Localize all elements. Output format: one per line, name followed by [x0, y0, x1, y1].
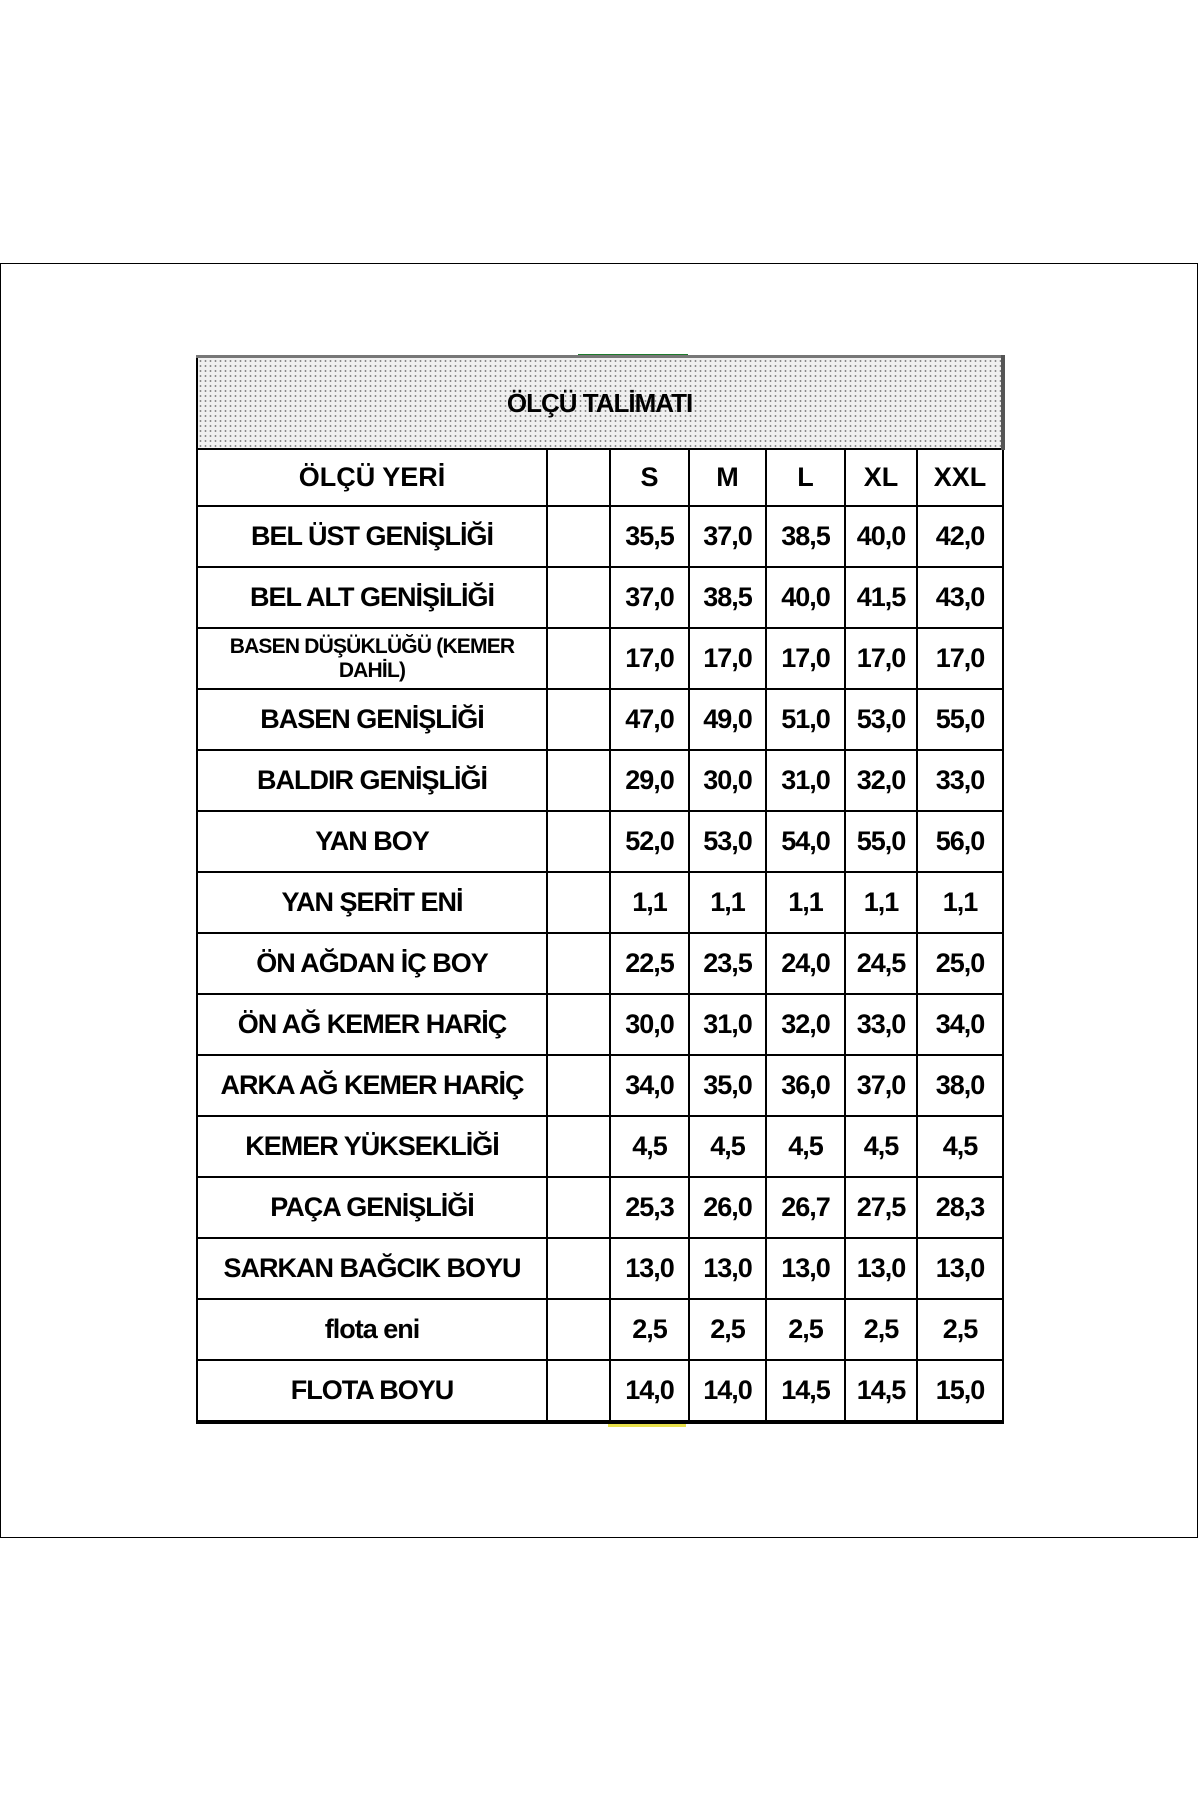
table-row	[197, 506, 1003, 567]
size-value-cell: 14,0	[610, 1360, 689, 1422]
size-value-cell: 13,0	[766, 1238, 845, 1299]
size-value-cell: 2,5	[610, 1299, 689, 1360]
size-value-cell: 15,0	[917, 1360, 1003, 1422]
size-value-cell: 14,5	[766, 1360, 845, 1422]
row-label: BASEN DÜŞÜKLÜĞÜ (KEMER DAHİL)	[197, 628, 547, 689]
size-value-cell: 34,0	[917, 994, 1003, 1055]
size-value-cell: 1,1	[610, 872, 689, 933]
size-value-cell: 13,0	[689, 1238, 766, 1299]
row-blank-cell	[547, 750, 610, 811]
size-value-cell: 37,0	[610, 567, 689, 628]
size-value-cell: 17,0	[917, 628, 1003, 689]
header-size-m: M	[689, 449, 766, 506]
row-blank-cell	[547, 994, 610, 1055]
row-label: BEL ALT GENİŞİLİĞİ	[197, 567, 547, 628]
size-value-cell: 56,0	[917, 811, 1003, 872]
size-value-cell: 41,5	[845, 567, 917, 628]
row-label: YAN BOY	[197, 811, 547, 872]
table-row	[197, 567, 1003, 628]
row-label: ÖN AĞDAN İÇ BOY	[197, 933, 547, 994]
row-label: KEMER YÜKSEKLİĞİ	[197, 1116, 547, 1177]
size-value-cell: 30,0	[689, 750, 766, 811]
size-value-cell: 1,1	[917, 872, 1003, 933]
row-label: flota eni	[197, 1299, 547, 1360]
size-value-cell: 49,0	[689, 689, 766, 750]
size-value-cell: 13,0	[610, 1238, 689, 1299]
header-size-xxl: XXL	[917, 449, 1003, 506]
row-label: PAÇA GENİŞLİĞİ	[197, 1177, 547, 1238]
table-row	[197, 1238, 1003, 1299]
table-row	[197, 750, 1003, 811]
row-blank-cell	[547, 1177, 610, 1238]
row-blank-cell	[547, 689, 610, 750]
size-value-cell: 1,1	[689, 872, 766, 933]
row-label: BEL ÜST GENİŞLİĞİ	[197, 506, 547, 567]
header-row	[197, 449, 1003, 506]
size-value-cell: 52,0	[610, 811, 689, 872]
size-value-cell: 53,0	[845, 689, 917, 750]
table-row	[197, 1360, 1003, 1422]
row-label: SARKAN BAĞCIK BOYU	[197, 1238, 547, 1299]
size-chart-sheet	[196, 355, 1005, 1424]
size-value-cell: 32,0	[766, 994, 845, 1055]
row-blank-cell	[547, 1238, 610, 1299]
size-value-cell: 31,0	[689, 994, 766, 1055]
header-size-xl: XL	[845, 449, 917, 506]
size-value-cell: 17,0	[610, 628, 689, 689]
size-value-cell: 13,0	[845, 1238, 917, 1299]
size-value-cell: 37,0	[845, 1055, 917, 1116]
size-value-cell: 54,0	[766, 811, 845, 872]
size-value-cell: 40,0	[845, 506, 917, 567]
size-value-cell: 35,0	[689, 1055, 766, 1116]
table-row	[197, 1299, 1003, 1360]
size-value-cell: 17,0	[845, 628, 917, 689]
size-value-cell: 24,5	[845, 933, 917, 994]
size-chart-table	[196, 355, 1005, 1424]
size-value-cell: 17,0	[689, 628, 766, 689]
header-blank-cell	[547, 449, 610, 506]
size-value-cell: 34,0	[610, 1055, 689, 1116]
row-label: ÖN AĞ KEMER HARİÇ	[197, 994, 547, 1055]
size-value-cell: 30,0	[610, 994, 689, 1055]
table-row	[197, 1177, 1003, 1238]
bottom-accent-line	[608, 1424, 686, 1427]
row-label: BASEN GENİŞLİĞİ	[197, 689, 547, 750]
row-blank-cell	[547, 872, 610, 933]
size-value-cell: 1,1	[845, 872, 917, 933]
row-blank-cell	[547, 1055, 610, 1116]
table-row	[197, 1055, 1003, 1116]
size-value-cell: 32,0	[845, 750, 917, 811]
size-value-cell: 13,0	[917, 1238, 1003, 1299]
size-value-cell: 4,5	[610, 1116, 689, 1177]
row-label: BALDIR GENİŞLİĞİ	[197, 750, 547, 811]
row-label: YAN ŞERİT ENİ	[197, 872, 547, 933]
size-value-cell: 24,0	[766, 933, 845, 994]
row-blank-cell	[547, 811, 610, 872]
size-value-cell: 4,5	[766, 1116, 845, 1177]
size-value-cell: 33,0	[845, 994, 917, 1055]
size-value-cell: 25,3	[610, 1177, 689, 1238]
table-body	[197, 506, 1003, 1422]
size-value-cell: 53,0	[689, 811, 766, 872]
header-size-s: S	[610, 449, 689, 506]
size-value-cell: 55,0	[917, 689, 1003, 750]
size-value-cell: 17,0	[766, 628, 845, 689]
chart-title: ÖLÇÜ TALİMATI	[197, 357, 1003, 450]
size-value-cell: 14,0	[689, 1360, 766, 1422]
size-value-cell: 2,5	[917, 1299, 1003, 1360]
size-value-cell: 31,0	[766, 750, 845, 811]
row-blank-cell	[547, 567, 610, 628]
table-row	[197, 689, 1003, 750]
size-value-cell: 14,5	[845, 1360, 917, 1422]
size-value-cell: 23,5	[689, 933, 766, 994]
size-value-cell: 4,5	[845, 1116, 917, 1177]
size-value-cell: 38,5	[766, 506, 845, 567]
size-value-cell: 38,0	[917, 1055, 1003, 1116]
row-blank-cell	[547, 628, 610, 689]
table-row	[197, 994, 1003, 1055]
header-size-l: L	[766, 449, 845, 506]
size-value-cell: 29,0	[610, 750, 689, 811]
size-value-cell: 43,0	[917, 567, 1003, 628]
size-value-cell: 4,5	[689, 1116, 766, 1177]
size-value-cell: 26,7	[766, 1177, 845, 1238]
size-value-cell: 35,5	[610, 506, 689, 567]
size-value-cell: 2,5	[689, 1299, 766, 1360]
size-value-cell: 51,0	[766, 689, 845, 750]
size-value-cell: 22,5	[610, 933, 689, 994]
table-row	[197, 872, 1003, 933]
row-label: ARKA AĞ KEMER HARİÇ	[197, 1055, 547, 1116]
size-value-cell: 27,5	[845, 1177, 917, 1238]
row-blank-cell	[547, 1360, 610, 1422]
header-label: ÖLÇÜ YERİ	[197, 449, 547, 506]
table-row	[197, 933, 1003, 994]
size-value-cell: 55,0	[845, 811, 917, 872]
table-row	[197, 1116, 1003, 1177]
size-value-cell: 47,0	[610, 689, 689, 750]
size-value-cell: 37,0	[689, 506, 766, 567]
size-value-cell: 28,3	[917, 1177, 1003, 1238]
table-row	[197, 628, 1003, 689]
size-value-cell: 38,5	[689, 567, 766, 628]
size-value-cell: 25,0	[917, 933, 1003, 994]
row-blank-cell	[547, 506, 610, 567]
row-blank-cell	[547, 1116, 610, 1177]
row-blank-cell	[547, 933, 610, 994]
size-value-cell: 33,0	[917, 750, 1003, 811]
row-blank-cell	[547, 1299, 610, 1360]
table-row	[197, 811, 1003, 872]
size-value-cell: 2,5	[845, 1299, 917, 1360]
size-value-cell: 40,0	[766, 567, 845, 628]
size-value-cell: 1,1	[766, 872, 845, 933]
size-value-cell: 42,0	[917, 506, 1003, 567]
size-value-cell: 2,5	[766, 1299, 845, 1360]
size-value-cell: 36,0	[766, 1055, 845, 1116]
size-value-cell: 26,0	[689, 1177, 766, 1238]
size-value-cell: 4,5	[917, 1116, 1003, 1177]
row-label: FLOTA BOYU	[197, 1360, 547, 1422]
